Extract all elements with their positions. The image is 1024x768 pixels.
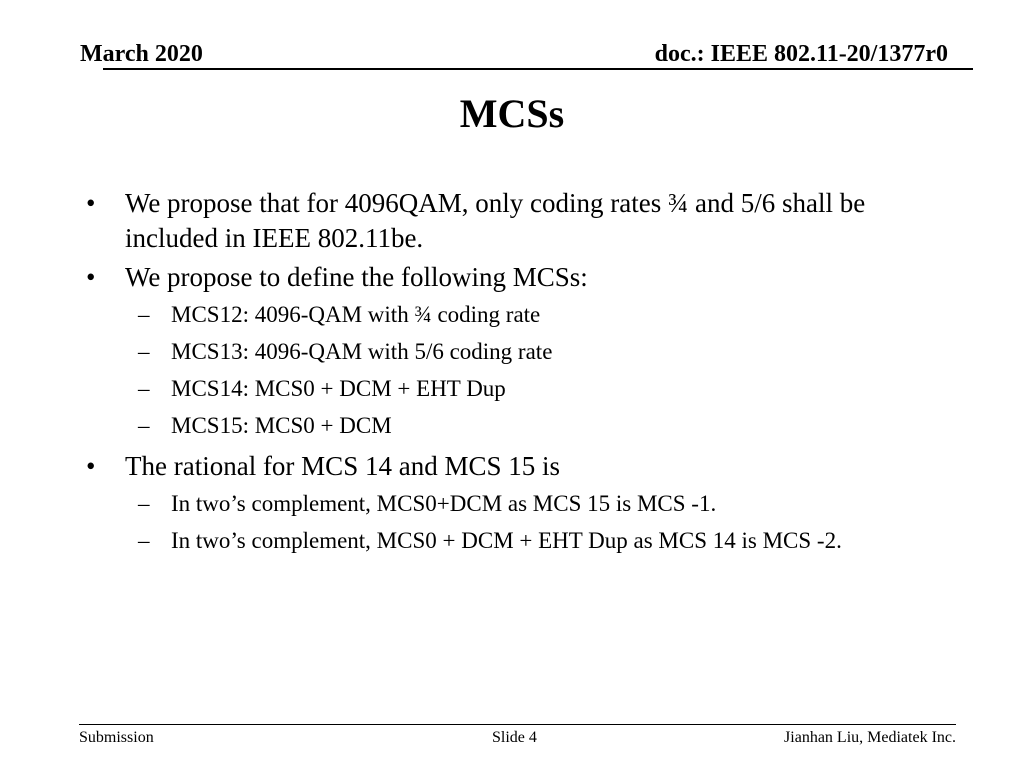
footer-slide-number: Slide 4 (492, 729, 537, 746)
header-date: March 2020 (80, 41, 203, 67)
header-divider (103, 68, 973, 70)
bullet-marker: • (86, 262, 96, 292)
dash-marker: – (138, 491, 150, 516)
sub-bullet-item (86, 301, 946, 328)
dash-marker: – (138, 376, 150, 401)
bullet-item (86, 260, 946, 295)
dash-marker: – (138, 528, 150, 553)
sub-bullet-item (86, 375, 946, 402)
dash-marker: – (138, 413, 150, 438)
slide-title: MCSs (459, 91, 565, 136)
header-doc-id: doc.: IEEE 802.11-20/1377r0 (654, 41, 948, 67)
dash-marker: – (138, 339, 150, 364)
footer-author: Jianhan Liu, Mediatek Inc. (784, 729, 956, 746)
footer-divider (79, 724, 956, 725)
sub-bullet-text: MCS15: MCS0 + DCM (171, 413, 392, 438)
footer-submission: Submission (79, 729, 154, 746)
sub-bullet-text: MCS13: 4096-QAM with 5/6 coding rate (171, 339, 553, 364)
bullet-marker: • (86, 451, 96, 481)
sub-bullet-text: In two’s complement, MCS0+DCM as MCS 15 is MCS -1. (171, 491, 717, 516)
bullet-text: The rational for MCS 14 and MCS 15 is (125, 451, 560, 481)
bullet-item (86, 186, 946, 256)
bullet-text: We propose that for 4096QAM, only coding rates ¾ and 5/6 shall be included in IEEE 802.11be. (125, 188, 866, 253)
bullet-text: We propose to define the following MCSs: (125, 262, 588, 292)
sub-bullet-text: In two’s complement, MCS0 + DCM + EHT Dup as MCS 14 is MCS -2. (171, 528, 842, 553)
sub-bullet-item (86, 527, 946, 554)
sub-bullet-item (86, 412, 946, 439)
sub-bullet-item (86, 490, 946, 517)
bullet-marker: • (86, 188, 96, 218)
bullet-list (86, 186, 946, 564)
bullet-item (86, 449, 946, 484)
dash-marker: – (138, 302, 150, 327)
sub-bullet-item (86, 338, 946, 365)
sub-bullet-text: MCS12: 4096-QAM with ¾ coding rate (171, 302, 541, 327)
sub-bullet-text: MCS14: MCS0 + DCM + EHT Dup (171, 376, 506, 401)
